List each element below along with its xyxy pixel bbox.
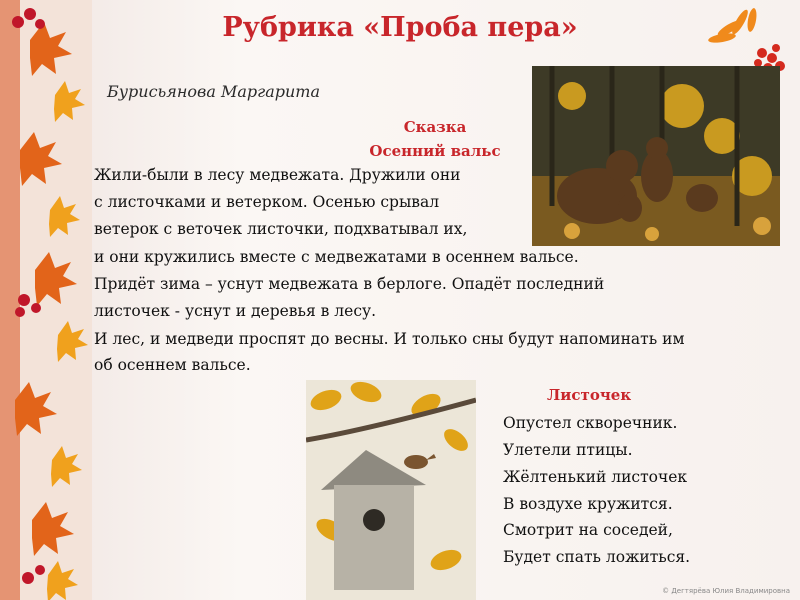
story-text-line: и они кружились вместе с медвежатами в осеннем вальсе. (94, 248, 579, 266)
story-subtitle: Сказка (403, 118, 467, 136)
story-title: Осенний вальс (369, 142, 501, 160)
story-text-line: об осеннем вальсе. (94, 356, 251, 374)
story-text-line: с листочками и ветерком. Осенью срывал (94, 193, 440, 211)
author-name: Бурисьянова Маргарита (107, 82, 321, 101)
poem-title: Листочек (547, 386, 632, 404)
copyright-notice: © Дегтярёва Юлия Владимировна (662, 587, 790, 595)
poem-line: Жёлтенький листочек (503, 468, 688, 486)
slide-title: Рубрика «Проба пера» (222, 12, 578, 43)
poem-line: Смотрит на соседей, (503, 521, 673, 539)
poem-line: В воздухе кружится. (503, 495, 673, 513)
story-text-line: листочек - уснут и деревья в лесу. (94, 302, 377, 320)
birdhouse-painting (306, 380, 476, 600)
story-text-line: Жили-были в лесу медвежата. Дружили они (94, 166, 461, 184)
poem-line: Улетели птицы. (503, 441, 633, 459)
autumn-leaves-border (0, 0, 92, 600)
story-text-line: ветерок с веточек листочки, подхватывал их, (94, 220, 468, 238)
story-text-line: Придёт зима – уснут медвежата в берлоге. Опадёт последний (94, 275, 605, 293)
story-text-line: И лес, и медведи проспят до весны. И только сны будут напоминать им (94, 330, 685, 348)
poem-line: Опустел скворечник. (503, 414, 678, 432)
poem-line: Будет спать ложиться. (503, 548, 691, 566)
